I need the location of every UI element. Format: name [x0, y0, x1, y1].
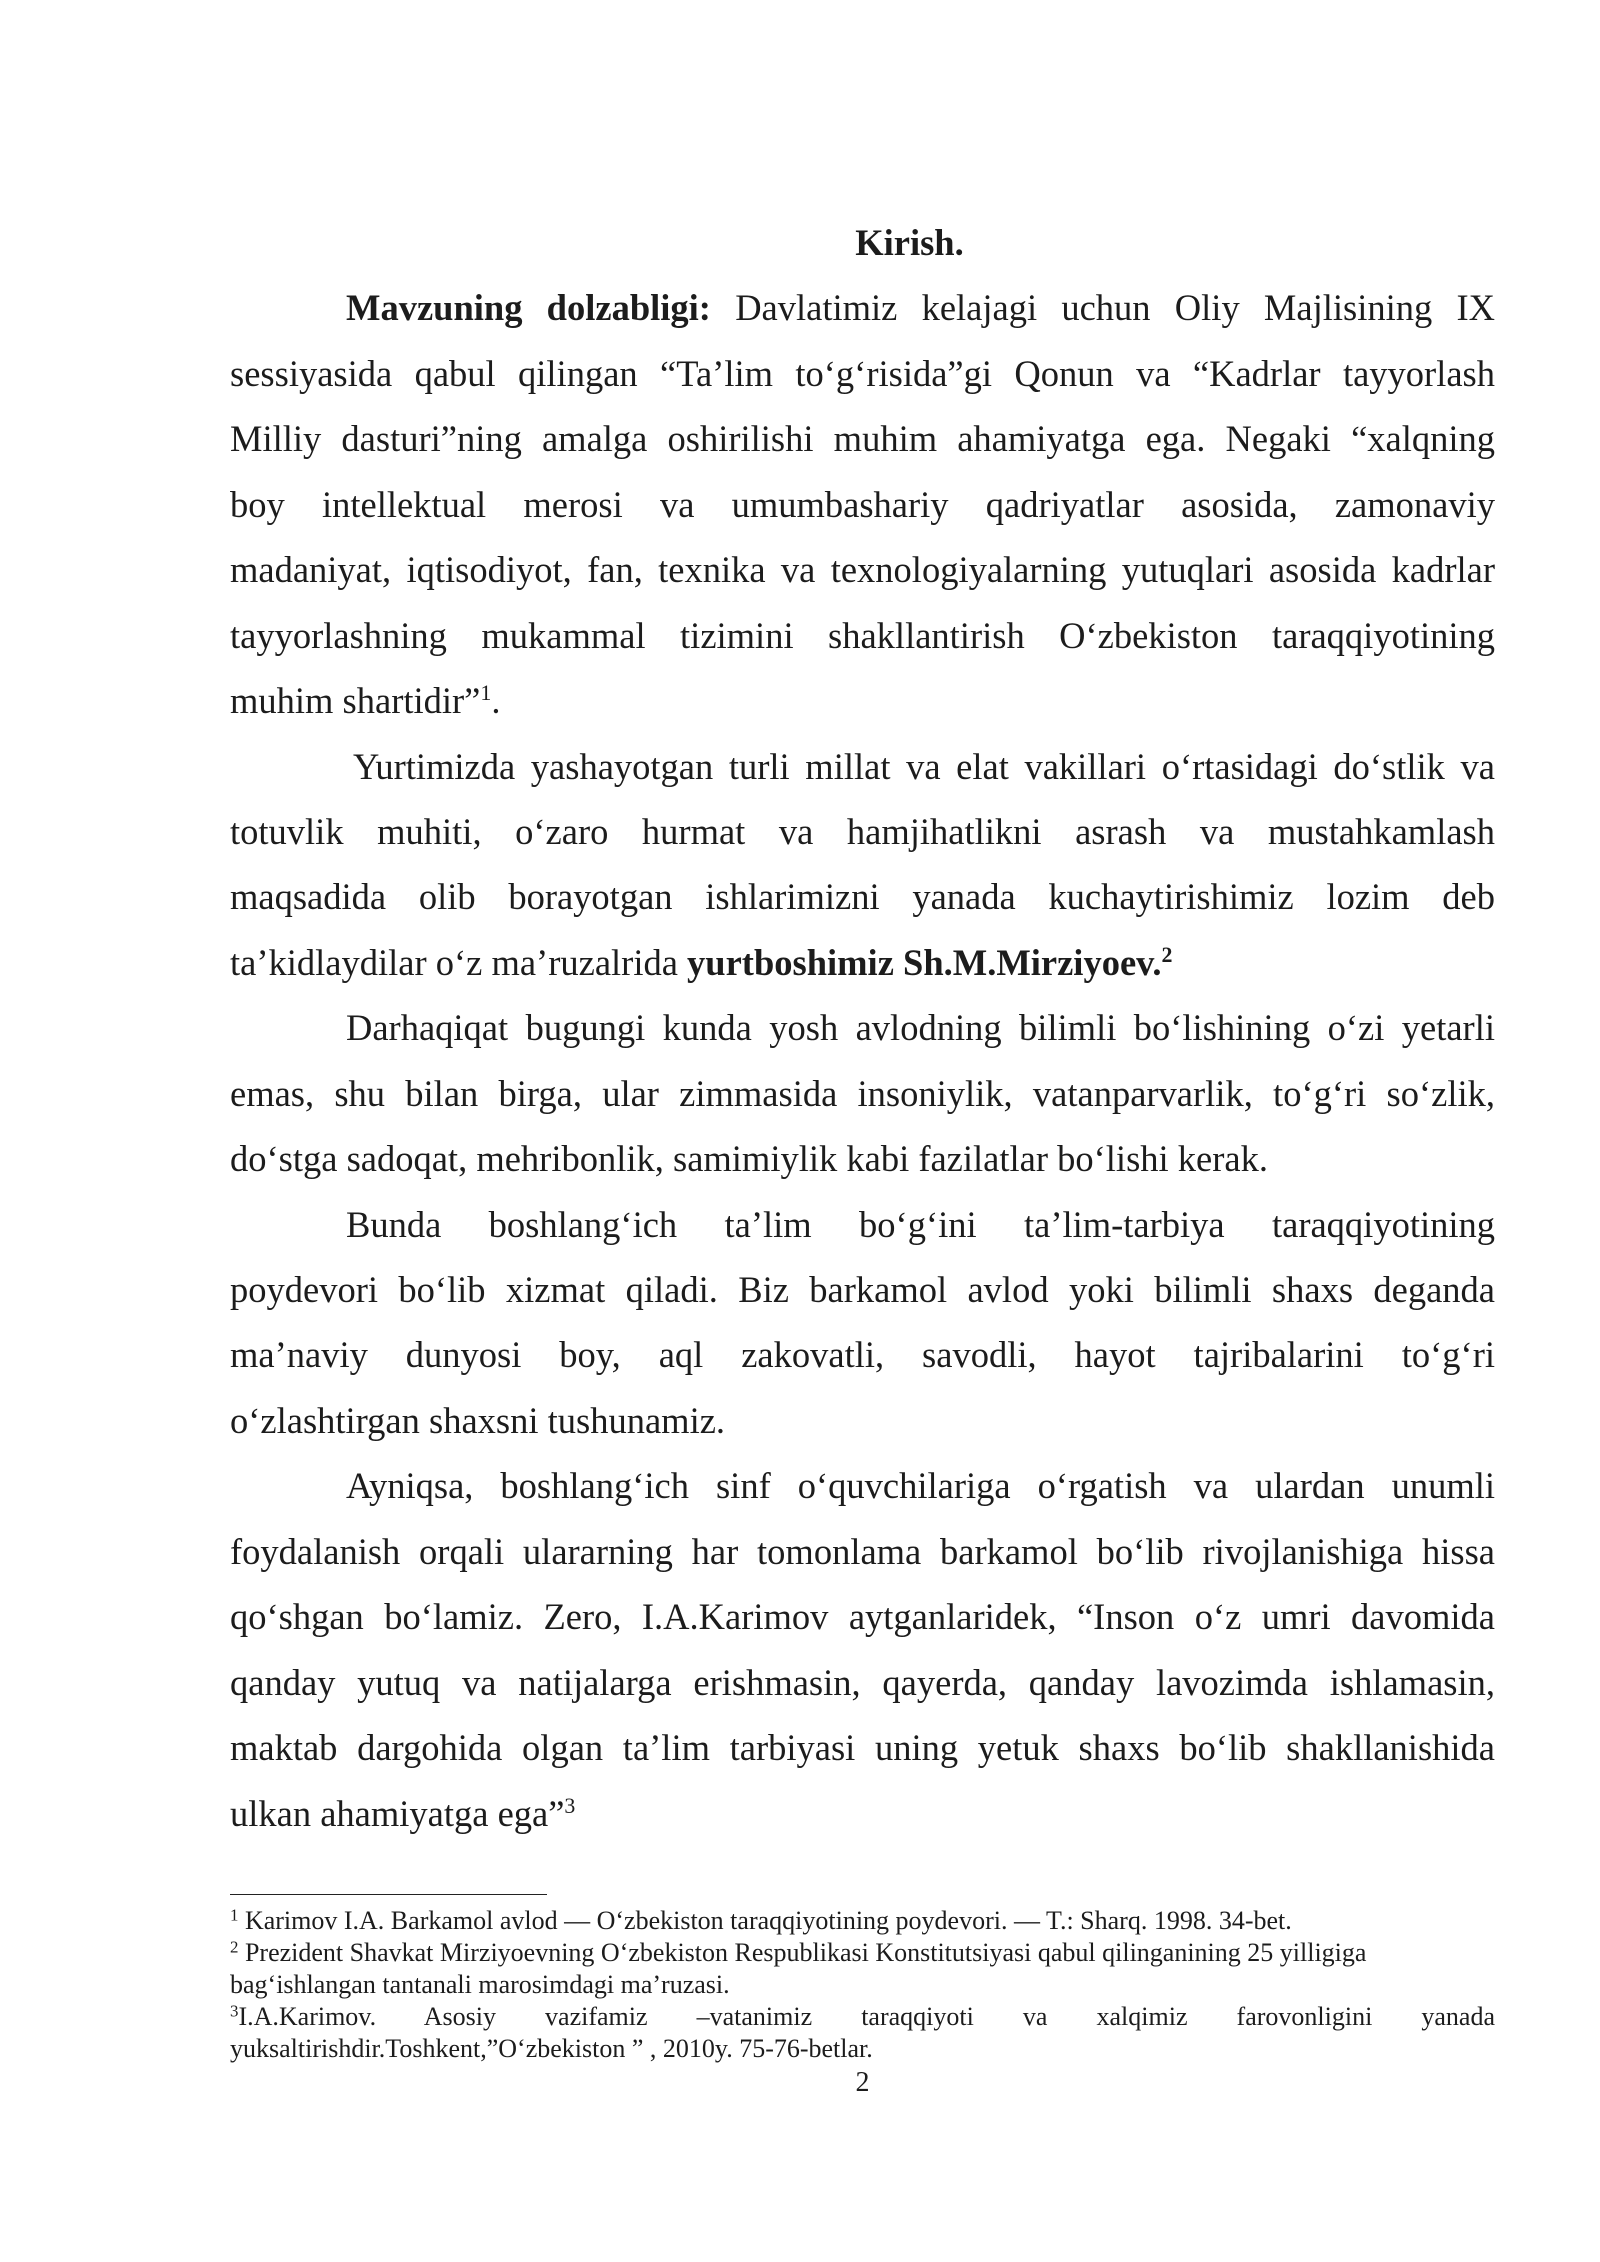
section-title: Kirish.	[855, 222, 964, 263]
footnote-mark: 2	[230, 1937, 239, 1957]
paragraph-youth	[230, 995, 1495, 1191]
text-line	[230, 275, 1495, 340]
text-line: o‘zlashtirgan shaxsni tushunamiz.	[230, 1399, 726, 1441]
text-line	[230, 1781, 1495, 1846]
paragraph-friendship	[230, 734, 1495, 996]
main-text	[230, 210, 1495, 1846]
president-name: yurtboshimiz Sh.M.Mirziyoev.	[687, 941, 1162, 983]
footnote-mark: 1	[230, 1905, 239, 1925]
paragraph-primary-education	[230, 1192, 1495, 1454]
footnote-text: I.A.Karimov. Asosiy vazifamiz –vatanimiz taraqqiyoti va xalqimiz farovonligini yanada	[238, 2002, 1495, 2031]
text-line: emas, shu bilan birga, ular zimmasida insoniylik, vatanparvarlik, to‘g‘ri so‘zlik,	[230, 1072, 1495, 1114]
footnote-3	[230, 2001, 1495, 2033]
footnote-2	[230, 1937, 1495, 1969]
text-line: Bunda boshlang‘ich ta’lim bo‘g‘ini ta’lim-tarbiya taraqqiyotining	[346, 1203, 1495, 1245]
footnote-ref-3: 3	[564, 1792, 576, 1818]
text-line: do‘stga sadoqat, mehribonlik, samimiylik kabi fazilatlar bo‘lishi kerak.	[230, 1138, 1268, 1180]
text-line: poydevori bo‘lib xizmat qiladi. Biz barkamol avlod yoki bilimli shaxs deganda	[230, 1269, 1495, 1310]
text-segment: ulkan ahamiyatga ega”	[230, 1792, 565, 1834]
text-line	[230, 930, 1495, 995]
page-number: 2	[855, 2067, 870, 2098]
text-line: ma’naviy dunyosi boy, aql zakovatli, savodli, hayot tajribalarini to‘g‘ri	[230, 1334, 1495, 1376]
text-line: Yurtimizda yashayotgan turli millat va elat vakillari o‘rtasidagi do‘stlik va	[353, 745, 1495, 787]
text-segment: .	[491, 680, 501, 722]
text-line: maqsadida olib borayotgan ishlarimizni yanada kuchaytirishimiz lozim deb	[230, 876, 1495, 918]
footnote-separator	[230, 1894, 547, 1895]
text-line	[230, 668, 1495, 733]
relevance-heading: Mavzuning dolzabligi:	[346, 287, 711, 329]
text-line: Ayniqsa, boshlang‘ich sinf o‘quvchilariga o‘rgatish va ulardan unumli	[346, 1465, 1495, 1507]
text-line: boy intellektual merosi va umumbashariy qadriyatlar asosida, zamonaviy	[230, 483, 1495, 525]
text-line: totuvlik muhiti, o‘zaro hurmat va hamjihatlikni asrash va mustahkamlash	[230, 810, 1495, 852]
text-line: maktab dargohida olgan ta’lim tarbiyasi uning yetuk shaxs bo‘lib shakllanishida	[230, 1727, 1495, 1769]
text-line: Milliy dasturi”ning amalga oshirilishi muhim ahamiyatga ega. Negaki “xalqning	[230, 418, 1495, 460]
footnote-1	[230, 1905, 1495, 1937]
text-line: qanday yutuq va natijalarga erishmasin, qayerda, qanday lavozimda ishlamasin,	[230, 1661, 1495, 1703]
footnote-text: Karimov I.A. Barkamol avlod — O‘zbekiston taraqqiyotining poydevori. — T.: Sharq. 1998. 34-bet.	[238, 1906, 1292, 1935]
footnote-2-cont: bag‘ishlangan tantanali marosimdagi ma’ruzasi.	[230, 1970, 730, 1999]
footnote-ref-1: 1	[480, 679, 492, 705]
text-line: qo‘shgan bo‘lamiz. Zero, I.A.Karimov aytganlaridek, “Inson o‘z umri davomida	[230, 1596, 1495, 1638]
footnote-text: Prezident Shavkat Mirziyoevning O‘zbekiston Respublikasi Konstitutsiyasi qabul qilinganining 25 yilligiga	[238, 1938, 1367, 1967]
text-segment: ta’kidlaydilar o‘z ma’ruzalrida	[230, 941, 688, 983]
paragraph-school	[230, 1453, 1495, 1846]
footnotes	[230, 1905, 1495, 2065]
paragraph-relevance	[230, 275, 1495, 733]
footnote-mark: 3	[230, 2001, 239, 2021]
text-segment: Davlatimiz kelajagi uchun Oliy Majlisining IX	[710, 287, 1495, 329]
text-line: Darhaqiqat bugungi kunda yosh avlodning bilimli bo‘lishining o‘zi yetarli	[346, 1007, 1495, 1049]
text-segment: muhim shartidir”	[230, 680, 481, 722]
text-line: sessiyasida qabul qilingan “Ta’lim to‘g‘risida”gi Qonun va “Kadrlar tayyorlash	[230, 352, 1495, 394]
text-line: tayyorlashning mukammal tizimini shakllantirish O‘zbekiston taraqqiyotining	[230, 614, 1495, 656]
footnote-ref-2: 2	[1161, 941, 1173, 967]
text-line: foydalanish orqali ulararning har tomonlama barkamol bo‘lib rivojlanishiga hissa	[230, 1530, 1495, 1572]
footnote-3-cont: yuksaltirishdir.Toshkent,”O‘zbekiston ” , 2010y. 75-76-betlar.	[230, 2034, 873, 2063]
text-line: madaniyat, iqtisodiyot, fan, texnika va texnologiyalarning yutuqlari asosida kadrlar	[230, 549, 1495, 591]
